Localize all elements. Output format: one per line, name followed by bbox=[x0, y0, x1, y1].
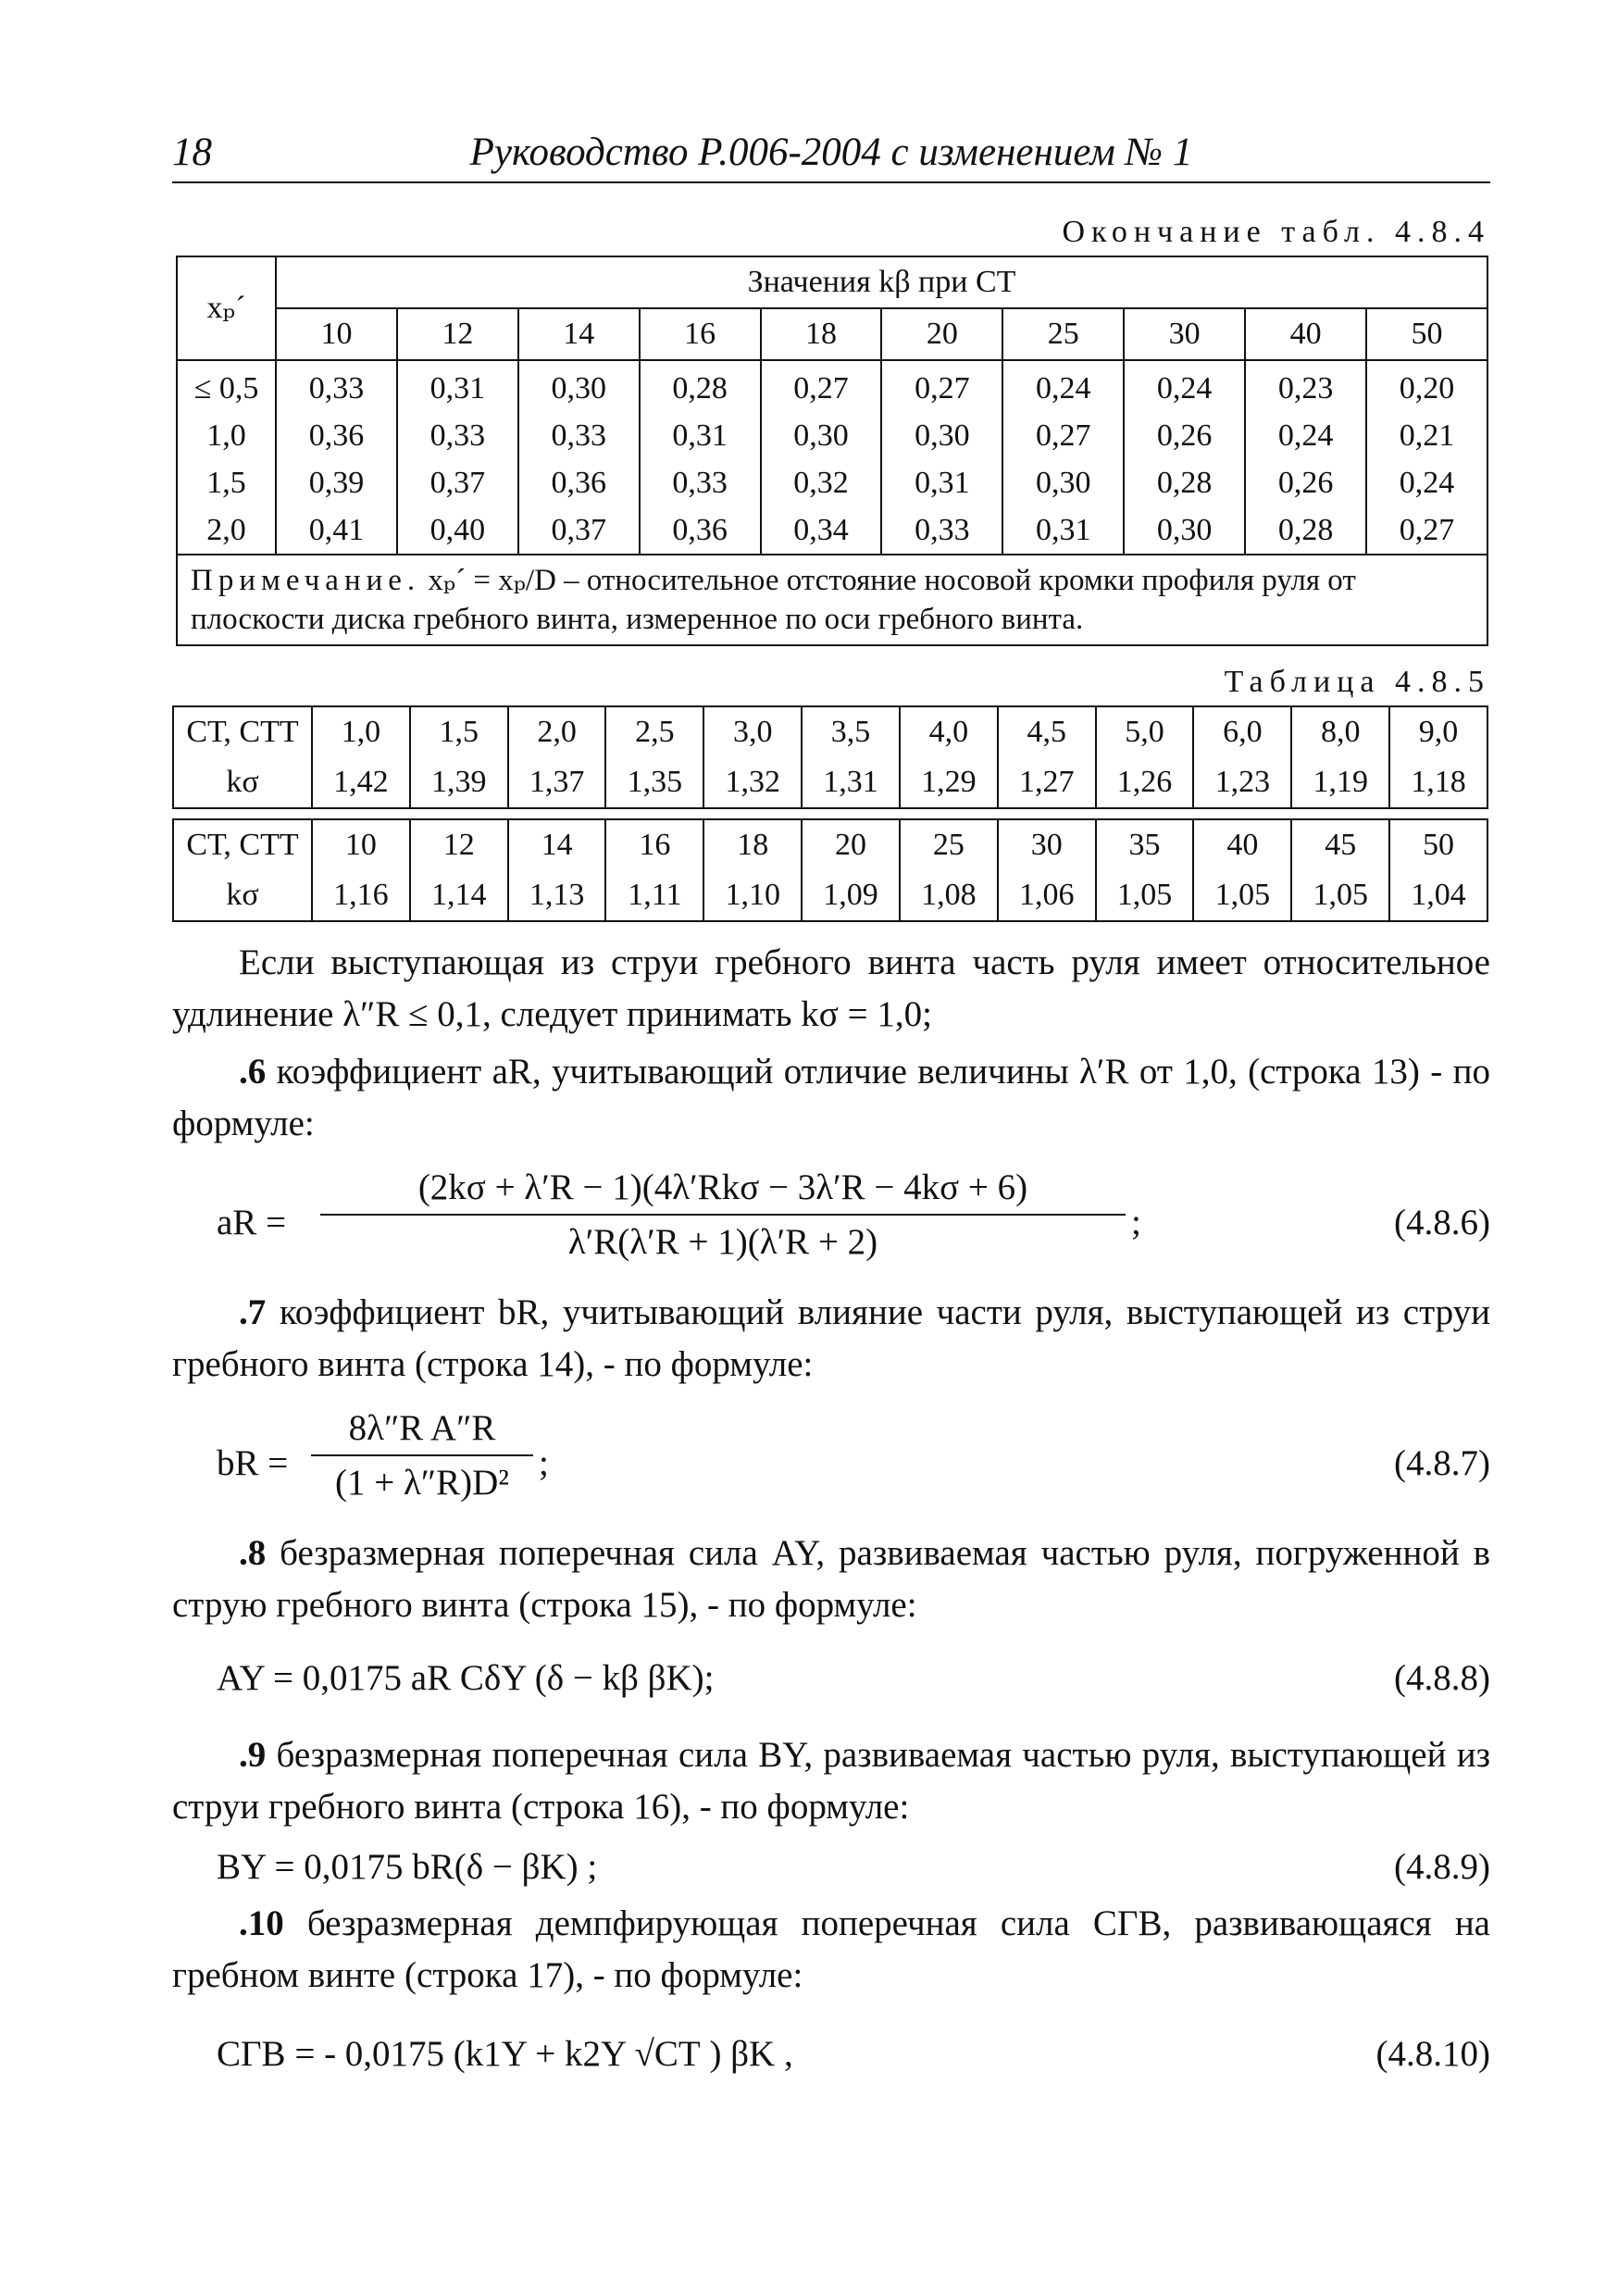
table-row bbox=[173, 819, 1487, 870]
equation-body: BY = 0,0175 bR(δ − βK) ; bbox=[217, 1847, 598, 1887]
table-cell: 1,26 bbox=[1096, 757, 1194, 808]
equation-body: CГВ = - 0,0175 (k1Y + k2Y √CТ ) βK , bbox=[217, 2034, 793, 2074]
table-cell: 0,36 bbox=[518, 459, 640, 506]
item-number: .9 bbox=[239, 1735, 267, 1775]
page-number: 18 bbox=[172, 131, 212, 174]
table-cell: 3,0 bbox=[703, 706, 802, 757]
equation-4-8-7 bbox=[172, 1407, 1490, 1518]
paragraph-text: безразмерная демпфирующая поперечная сила CГВ, развивающаяся на гребном винте (строка 17), - по формуле: bbox=[172, 1903, 1490, 1995]
table-cell: 1,13 bbox=[508, 870, 606, 921]
table-cell: 0,33 bbox=[276, 360, 397, 412]
table-cell: 1,09 bbox=[802, 870, 900, 921]
table-cell: 6,0 bbox=[1193, 706, 1291, 757]
table-cell: 0,26 bbox=[1245, 459, 1366, 506]
table-cell: 0,28 bbox=[640, 360, 761, 412]
equation-number: (4.8.10) bbox=[1375, 2034, 1490, 2074]
table-cell: 0,30 bbox=[761, 412, 882, 459]
table-cell: 5,0 bbox=[1096, 706, 1194, 757]
table-cell: 2,0 bbox=[508, 706, 606, 757]
running-header bbox=[172, 130, 1490, 183]
table-cell: 25 bbox=[900, 819, 998, 870]
table-cell: 1,18 bbox=[1389, 757, 1487, 808]
table-cell: 1,32 bbox=[703, 757, 802, 808]
table-note bbox=[177, 555, 1487, 645]
column-header-cell: 16 bbox=[640, 308, 761, 360]
fraction-denominator: λ′R(λ′R + 1)(λ′R + 2) bbox=[567, 1222, 878, 1262]
table-cell: 0,27 bbox=[1366, 506, 1487, 555]
table-cell: 0,20 bbox=[1366, 360, 1487, 412]
table-cell: 1,06 bbox=[998, 870, 1096, 921]
table-cell: 30 bbox=[998, 819, 1096, 870]
table-cell: 20 bbox=[802, 819, 900, 870]
column-header-cell: 12 bbox=[397, 308, 518, 360]
equation-number: (4.8.9) bbox=[1394, 1847, 1490, 1887]
table-cell: 0,33 bbox=[881, 506, 1002, 555]
paragraph-6 bbox=[172, 1046, 1490, 1150]
table-cell: 0,30 bbox=[881, 412, 1002, 459]
table-cell: 0,32 bbox=[761, 459, 882, 506]
table-cell: 0,36 bbox=[276, 412, 397, 459]
table-cell: 0,39 bbox=[276, 459, 397, 506]
table-cell: 1,29 bbox=[900, 757, 998, 808]
table-cell: 18 bbox=[703, 819, 802, 870]
row-label-cell: ≤ 0,5 bbox=[177, 360, 276, 412]
column-header-cell: 25 bbox=[1002, 308, 1124, 360]
table-cell: 1,39 bbox=[410, 757, 508, 808]
paragraph-text: безразмерная поперечная сила BY, развиваемая частью руля, выступающей из струи гребного винта (строка 16), - по формуле: bbox=[172, 1735, 1490, 1827]
equation-fraction bbox=[311, 1407, 533, 1504]
equation-4-8-8 bbox=[172, 1657, 1490, 1713]
equation-4-8-6 bbox=[172, 1167, 1490, 1278]
table-cell: 0,31 bbox=[640, 412, 761, 459]
table-cell: 0,31 bbox=[1002, 506, 1124, 555]
table-cell: 4,5 bbox=[998, 706, 1096, 757]
table-cell: 45 bbox=[1291, 819, 1389, 870]
column-header-cell: 50 bbox=[1366, 308, 1487, 360]
table-4-8-5-caption: Таблица 4.8.5 bbox=[1224, 665, 1490, 699]
item-number: .8 bbox=[239, 1533, 267, 1573]
table-cell: 1,0 bbox=[312, 706, 410, 757]
paragraph-text: безразмерная поперечная сила AY, развиваемая частью руля, погруженной в струю гребного винта (строка 15), - по формуле: bbox=[172, 1533, 1490, 1625]
table-cell: 0,27 bbox=[881, 360, 1002, 412]
column-header-cell: 18 bbox=[761, 308, 882, 360]
paragraph-kσ: Если выступающая из струи гребного винта часть руля имеет относительное удлинение λ″R ≤ 0,1, следует принимать kσ = 1,0; bbox=[172, 942, 1490, 1034]
table-cell: 0,27 bbox=[761, 360, 882, 412]
table-cell: 0,30 bbox=[518, 360, 640, 412]
equation-lhs: aR = bbox=[217, 1203, 287, 1242]
fraction-numerator: (2kσ + λ′R − 1)(4λ′Rkσ − 3λ′R − 4kσ + 6) bbox=[320, 1167, 1126, 1216]
table-cell: 0,28 bbox=[1245, 506, 1366, 555]
table-cell: 0,41 bbox=[276, 506, 397, 555]
table-cell: 0,34 bbox=[761, 506, 882, 555]
row-header-cell: xₚ´ bbox=[177, 256, 276, 360]
table-cell: 0,28 bbox=[1124, 459, 1245, 506]
equation-number: (4.8.8) bbox=[1394, 1658, 1490, 1698]
table-cell: 0,30 bbox=[1124, 506, 1245, 555]
ct-label-cell: CТ, CТТ bbox=[173, 706, 312, 757]
table-cell: 1,14 bbox=[410, 870, 508, 921]
table-cell: 1,16 bbox=[312, 870, 410, 921]
column-header-cell: 14 bbox=[518, 308, 640, 360]
table-cell: 1,27 bbox=[998, 757, 1096, 808]
row-label-cell: 2,0 bbox=[177, 506, 276, 555]
table-cell: 0,30 bbox=[1002, 459, 1124, 506]
table-cell: 3,5 bbox=[802, 706, 900, 757]
item-number: .6 bbox=[239, 1052, 267, 1092]
equation-4-8-9 bbox=[172, 1846, 1490, 1902]
table-cell: 50 bbox=[1389, 819, 1487, 870]
table-cell: 0,23 bbox=[1245, 360, 1366, 412]
row-label-cell: 1,5 bbox=[177, 459, 276, 506]
fraction-numerator: 8λ″R A″R bbox=[311, 1407, 533, 1456]
table-4-8-5 bbox=[172, 705, 1488, 922]
note-label: Примечание. bbox=[191, 564, 421, 597]
table-row bbox=[173, 706, 1487, 757]
table-cell: 1,5 bbox=[410, 706, 508, 757]
table-cell: 1,23 bbox=[1193, 757, 1291, 808]
table-cell: 14 bbox=[508, 819, 606, 870]
note-text: xₚ´ = xₚ/D – относительное отстояние носовой кромки профиля руля от плоскости диска гребного винта, измеренное по оси гребного винта. bbox=[191, 564, 1356, 636]
table-cell: 8,0 bbox=[1291, 706, 1389, 757]
table-separator bbox=[173, 808, 1487, 819]
column-header-cell: 20 bbox=[881, 308, 1002, 360]
table-row bbox=[177, 360, 1487, 412]
paragraph-text: коэффициент bR, учитывающий влияние части руля, выступающей из струи гребного винта (строка 14), - по формуле: bbox=[172, 1292, 1490, 1384]
equation-lhs: bR = bbox=[217, 1443, 289, 1483]
paragraph-9 bbox=[172, 1729, 1490, 1833]
table-row bbox=[173, 870, 1487, 921]
column-header-cell: 10 bbox=[276, 308, 397, 360]
item-number: .7 bbox=[239, 1292, 267, 1332]
table-cell: 0,31 bbox=[881, 459, 1002, 506]
table-row bbox=[177, 506, 1487, 555]
table-cell: 1,42 bbox=[312, 757, 410, 808]
table-cell: 1,19 bbox=[1291, 757, 1389, 808]
table-cell: 0,33 bbox=[397, 412, 518, 459]
table-cell: 16 bbox=[605, 819, 703, 870]
table-cell: 0,37 bbox=[518, 506, 640, 555]
table-cell: 1,08 bbox=[900, 870, 998, 921]
column-header-cell: 30 bbox=[1124, 308, 1245, 360]
equation-body: AY = 0,0175 aR CδY (δ − kβ βK); bbox=[217, 1658, 715, 1698]
table-cell: 0,27 bbox=[1002, 412, 1124, 459]
table-cell: 1,35 bbox=[605, 757, 703, 808]
equation-fraction bbox=[320, 1167, 1126, 1263]
table-4-8-4 bbox=[176, 256, 1488, 646]
table-row bbox=[177, 412, 1487, 459]
paragraph-7 bbox=[172, 1287, 1490, 1391]
paragraph-8 bbox=[172, 1528, 1490, 1631]
table-cell: 0,36 bbox=[640, 506, 761, 555]
column-header-row bbox=[177, 308, 1487, 360]
k-label-cell: kσ bbox=[173, 870, 312, 921]
equation-4-8-10 bbox=[172, 2033, 1490, 2089]
table-cell: 0,33 bbox=[640, 459, 761, 506]
table-cell: 0,24 bbox=[1124, 360, 1245, 412]
equation-number: (4.8.7) bbox=[1394, 1443, 1490, 1483]
table-row bbox=[177, 459, 1487, 506]
table-cell: 0,40 bbox=[397, 506, 518, 555]
equation-number: (4.8.6) bbox=[1394, 1203, 1490, 1242]
table-cell: 35 bbox=[1096, 819, 1194, 870]
document-title: Руководство Р.006-2004 с изменением № 1 bbox=[469, 131, 1193, 174]
table-cell: 1,31 bbox=[802, 757, 900, 808]
ct-label-cell: CТ, CТТ bbox=[173, 819, 312, 870]
fraction-denominator: (1 + λ″R)D² bbox=[335, 1463, 509, 1503]
table-cell: 1,05 bbox=[1096, 870, 1194, 921]
table-cell: 0,24 bbox=[1366, 459, 1487, 506]
paragraph-text: коэффициент aR, учитывающий отличие величины λ′R от 1,0, (строка 13) - по формуле: bbox=[172, 1052, 1490, 1143]
item-number: .10 bbox=[239, 1903, 284, 1943]
paragraph-10 bbox=[172, 1898, 1490, 2002]
table-cell: 0,33 bbox=[518, 412, 640, 459]
table-cell: 0,24 bbox=[1002, 360, 1124, 412]
group-header-cell: Значения kβ при CТ bbox=[276, 256, 1487, 308]
table-cell: 0,37 bbox=[397, 459, 518, 506]
table-cell: 1,37 bbox=[508, 757, 606, 808]
table-cell: 0,21 bbox=[1366, 412, 1487, 459]
table-cell: 0,31 bbox=[397, 360, 518, 412]
row-label-cell: 1,0 bbox=[177, 412, 276, 459]
table-cell: 1,04 bbox=[1389, 870, 1487, 921]
table-cell: 1,11 bbox=[605, 870, 703, 921]
table-cell: 0,26 bbox=[1124, 412, 1245, 459]
table-row bbox=[173, 757, 1487, 808]
equation-tail: ; bbox=[539, 1443, 549, 1483]
k-label-cell: kσ bbox=[173, 757, 312, 808]
table-cell: 1,05 bbox=[1291, 870, 1389, 921]
table-cell: 1,10 bbox=[703, 870, 802, 921]
table-cell: 12 bbox=[410, 819, 508, 870]
equation-tail: ; bbox=[1131, 1203, 1141, 1242]
table-cell: 2,5 bbox=[605, 706, 703, 757]
column-header-cell: 40 bbox=[1245, 308, 1366, 360]
table-cell: 10 bbox=[312, 819, 410, 870]
table-cell: 0,24 bbox=[1245, 412, 1366, 459]
table-cell: 1,05 bbox=[1193, 870, 1291, 921]
table-cell: 4,0 bbox=[900, 706, 998, 757]
table-4-8-4-caption: Окончание табл. 4.8.4 bbox=[1062, 215, 1490, 249]
table-cell: 40 bbox=[1193, 819, 1291, 870]
table-cell: 9,0 bbox=[1389, 706, 1487, 757]
